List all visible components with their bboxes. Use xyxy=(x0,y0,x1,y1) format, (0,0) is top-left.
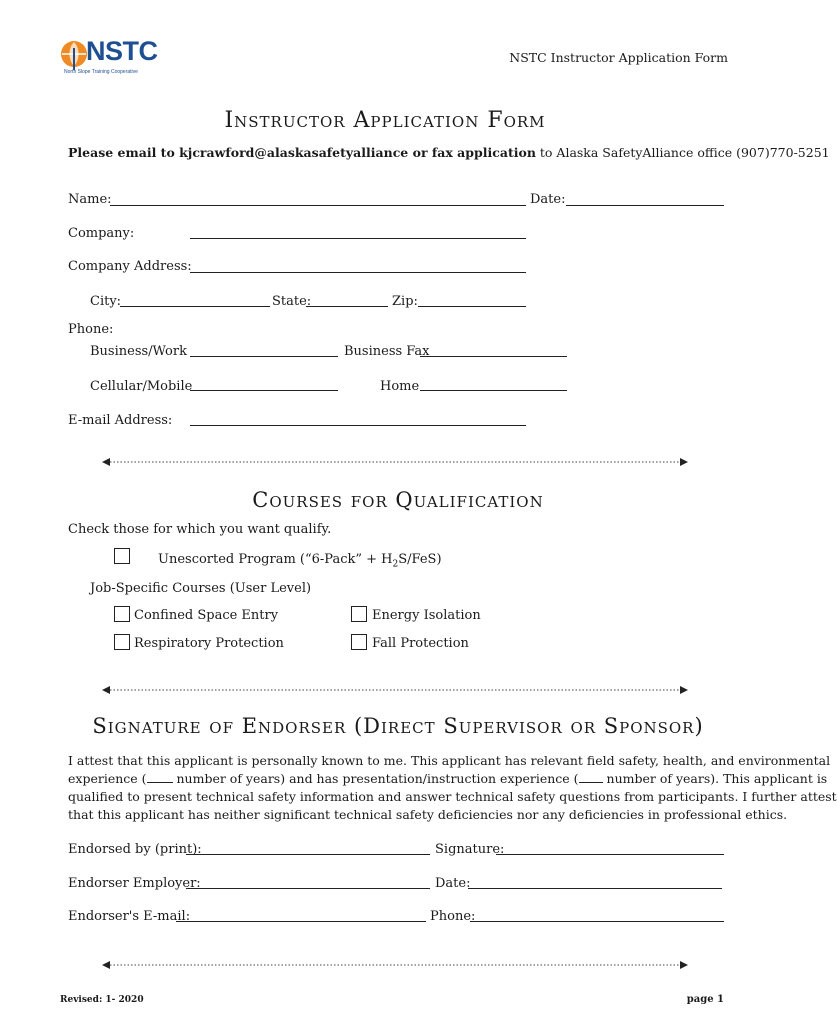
attestation-line-4: that this applicant has neither significant technical safety deficiencies nor any deficiencies in professional ethics. xyxy=(68,807,788,822)
unescorted-subscript: 2 xyxy=(392,559,399,570)
phone-label: Phone: xyxy=(68,322,114,337)
fall-protection-label: Fall Protection xyxy=(372,636,469,651)
attestation-line-1: I attest that this applicant is personally known to me. This applicant has relevant field safety, health, and environmental xyxy=(68,753,831,768)
name-label: Name: xyxy=(68,192,112,207)
endorser-email-field[interactable] xyxy=(176,921,426,922)
date-label: Date: xyxy=(530,192,566,207)
business-fax-field[interactable] xyxy=(420,356,567,357)
confined-space-label: Confined Space Entry xyxy=(134,608,279,623)
business-work-label: Business/Work xyxy=(90,344,187,359)
section-divider-3 xyxy=(100,959,690,971)
instructions-rest: to Alaska SafetyAlliance office (907)770-5251 xyxy=(539,145,830,160)
endorser-title: Signature of Endorser (Direct Supervisor or Sponsor) xyxy=(92,714,704,738)
signature-field[interactable] xyxy=(496,854,724,855)
attestation-line-2 xyxy=(68,770,828,788)
zip-label: Zip: xyxy=(392,294,418,309)
unescorted-checkbox[interactable] xyxy=(114,548,130,564)
city-label: City: xyxy=(90,294,122,309)
state-field[interactable] xyxy=(306,306,388,307)
unescorted-text-end: S/FeS) xyxy=(398,552,442,567)
field-years-instruction[interactable] xyxy=(579,771,603,783)
page-title: Instructor Application Form xyxy=(224,108,546,133)
courses-title: Courses for Qualification xyxy=(252,488,544,512)
company-address-field[interactable] xyxy=(190,272,526,273)
fall-protection-checkbox[interactable] xyxy=(351,634,367,650)
company-field[interactable] xyxy=(190,238,526,239)
state-label: State: xyxy=(272,294,312,309)
home-field[interactable] xyxy=(420,390,567,391)
home-label: Home xyxy=(380,379,420,394)
date-field[interactable] xyxy=(566,205,724,206)
zip-field[interactable] xyxy=(418,306,526,307)
job-specific-label: Job-Specific Courses (User Level) xyxy=(90,581,312,596)
respiratory-checkbox[interactable] xyxy=(114,634,130,650)
logo-tagline: North Slope Training Cooperative xyxy=(64,69,138,75)
attestation-line-2c: number of years). This applicant is xyxy=(602,771,828,786)
company-label: Company: xyxy=(68,226,135,241)
energy-isolation-checkbox[interactable] xyxy=(351,606,367,622)
endorser-phone-label: Phone: xyxy=(430,909,476,924)
name-field[interactable] xyxy=(110,205,526,206)
attestation-line-3: qualified to present technical safety information and answer technical safety questions from participants. I further attest xyxy=(68,789,837,804)
confined-space-checkbox[interactable] xyxy=(114,606,130,622)
business-work-field[interactable] xyxy=(190,356,338,357)
energy-isolation-label: Energy Isolation xyxy=(372,608,481,623)
employer-label: Endorser Employer: xyxy=(68,876,201,891)
email-label: E-mail Address: xyxy=(68,413,173,428)
courses-instruction: Check those for which you want qualify. xyxy=(68,522,332,537)
attestation-line-2a: experience ( xyxy=(68,771,147,786)
email-field[interactable] xyxy=(190,425,526,426)
endorser-date-label: Date: xyxy=(435,876,471,891)
endorsed-by-label: Endorsed by (print): xyxy=(68,842,202,857)
nstc-logo xyxy=(60,36,160,80)
field-years-experience[interactable] xyxy=(147,771,173,783)
company-address-label: Company Address: xyxy=(68,259,192,274)
revised-date: Revised: 1- 2020 xyxy=(60,995,144,1005)
instructions-bold: Please email to kjcrawford@alaskasafetyalliance or fax application xyxy=(68,145,536,160)
endorser-date-field[interactable] xyxy=(468,888,722,889)
employer-field[interactable] xyxy=(186,888,430,889)
business-fax-label: Business Fax xyxy=(344,344,430,359)
unescorted-text: Unescorted Program (“6-Pack” + H xyxy=(158,552,393,567)
logo-text: NSTC xyxy=(86,36,158,66)
signature-label: Signature: xyxy=(435,842,505,857)
section-divider-1 xyxy=(100,456,690,468)
form-caption: NSTC Instructor Application Form xyxy=(509,50,728,65)
page-number: page 1 xyxy=(686,994,724,1005)
instructions xyxy=(68,145,830,160)
endorser-email-label: Endorser's E-mail: xyxy=(68,909,191,924)
attestation-paragraph xyxy=(68,752,837,824)
cellular-field[interactable] xyxy=(190,390,338,391)
endorser-phone-field[interactable] xyxy=(470,921,724,922)
city-field[interactable] xyxy=(120,306,270,307)
respiratory-label: Respiratory Protection xyxy=(134,636,284,651)
unescorted-label xyxy=(158,552,442,570)
section-divider-2 xyxy=(100,684,690,696)
endorsed-by-field[interactable] xyxy=(186,854,430,855)
attestation-line-2b: number of years) and has presentation/instruction experience ( xyxy=(172,771,579,786)
cellular-label: Cellular/Mobile xyxy=(90,379,193,394)
